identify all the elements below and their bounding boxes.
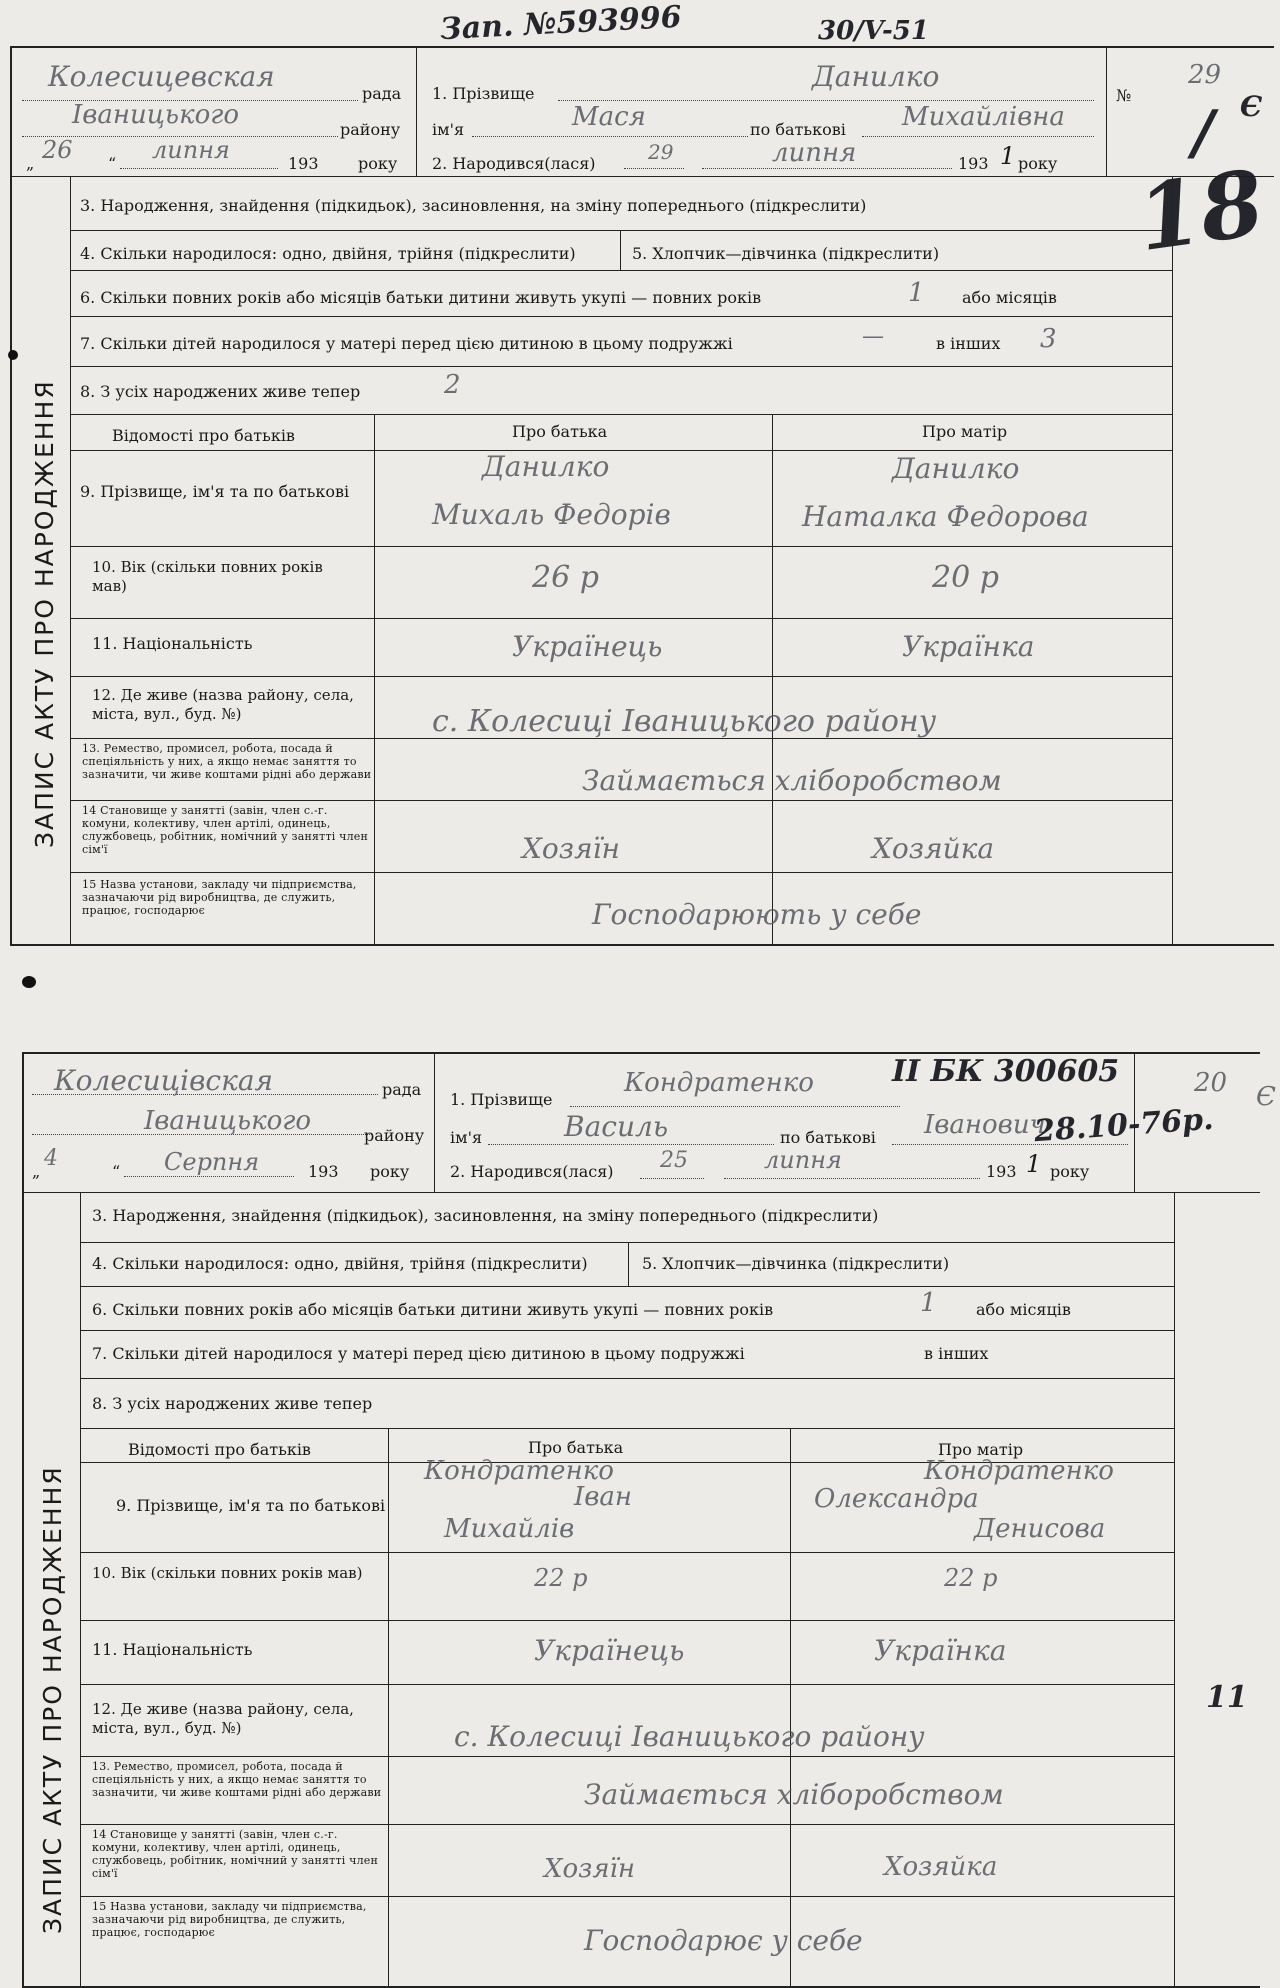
field-13: 13. Ремество, промисел, робота, посада й спеціяльність у них, а якщо немає заняття то зазначити, чи живе коштами рідні або держави (92, 1760, 382, 1799)
field-15: 15 Назва установи, закладу чи підприємства, зазначаючи рід виробництва, де служить, працює, господарює (92, 1900, 367, 1939)
certificate-stamp: II БК 300605 (892, 1054, 1120, 1089)
mother-header: Про матір (938, 1440, 1024, 1459)
field-3: 3. Народження, знайдення (підкидьок), засиновлення, на зміну попереднього (підкреслити) (80, 196, 867, 215)
field-14: 14 Становище у занятті (завін, член с.-г. комуни, колективу, член артілі, одинець, службовець, робітник, номічний у занятті член сім'ї (92, 1828, 379, 1880)
rada-value: Колесицівская (54, 1064, 274, 1097)
ink-blot (22, 976, 36, 988)
field-11: 11. Національність (92, 634, 253, 653)
field-11: 11. Національність (92, 1640, 253, 1659)
rayon-value: Іваницького (144, 1106, 312, 1136)
field-6: 6. Скільки повних років або місяців батьки дитини живуть укупі — повних років (80, 288, 762, 307)
residence: с. Колесиці Іваницького району (432, 704, 937, 739)
rayon-label: району (340, 120, 401, 139)
mother-nationality: Українка (902, 630, 1035, 663)
vertical-title: ЗАПИС АКТУ ПРО НАРОДЖЕННЯ (30, 379, 59, 848)
residence: с. Колесиці Іваницького району (454, 1720, 925, 1753)
mother-nationality: Українка (874, 1634, 1007, 1667)
born-day: 29 (648, 140, 674, 164)
field-8: 8. З усіх народжених живе тепер (80, 382, 361, 401)
field-8: 8. З усіх народжених живе тепер (92, 1394, 373, 1413)
rada-label: рада (382, 1080, 422, 1099)
field-5: 5. Хлопчик—дівчинка (підкреслити) (632, 244, 940, 263)
born-month: липня (764, 1146, 842, 1174)
mother-status: Хозяйка (872, 832, 995, 865)
rada-value: Колесицевская (48, 60, 275, 93)
father-header: Про батька (512, 422, 608, 441)
surname-value: Данилко (812, 60, 940, 93)
father-status: Хозяїн (522, 832, 620, 865)
parents-header: Відомості про батьків (128, 1440, 311, 1459)
field-10: 10. Вік (скільки повних років мав) (92, 1564, 363, 1582)
born-day: 25 (660, 1148, 688, 1173)
surname-label: 1. Прізвище (450, 1090, 553, 1109)
father-age: 22 р (534, 1564, 588, 1592)
mother-age: 22 р (944, 1564, 998, 1592)
name-value: Мася (572, 102, 646, 132)
field-15: 15 Назва установи, закладу чи підприємства, зазначаючи рід виробництва, де служить, працює, господарює (82, 878, 357, 917)
birth-record-card-1: Колесицевская рада Іваницького району „ 26 “ липня 193 року 1. Прізвище Данилко ім'я Мася по батькові Михайлівна 2. Народився(лася) 29 липня 193 1 року № 29 / 18 ЗАПИС АКТУ ПРО НАРОДЖЕННЯ 3. Народження, знайдення (підкидьок), засиновлення, на зміну попереднього (підкреслити) 4. Скільки народилося: одно, двійня, трійня (підкреслити) 5. Хлопчик—дівчинка (підкреслити) 6. Скільки повних років або місяців батьки дитини живуть укупі — повних років 1 або місяців 7. Скільки дітей народилося у матері перед цією дитиною в цьому подружжі — в інших 3 8. З усіх народжених живе тепер 2 Відомості про батьків Про батька Про матір 9. Прізвище, ім'я та по батькові Данилко Михаль Федорів Данилко Наталка Федорова 10. Вік (скільки повних років мав) 26 р 20 р 11. Національність Українець Українка 12. Де живе (назва району, села, міста, вул., буд. №) с. Колесиці Іваницького району 13. Ремество, промисел, робота, посада й спеціяльність у них, а якщо немає заняття то зазначити, чи живе коштами рідні або держави Займається хліборобством 14 Становище у занятті (завін, член с.-г. комуни, колективу, член артілі, одинець, службовець, робітник, номічний у занятті член сім'ї Хозяїн Хозяйка 15 Назва установи, закладу чи підприємства, зазначаючи рід виробництва, де служить, працює, господарює Господарюють у себе (10, 46, 1274, 946)
surname-label: 1. Прізвище (432, 84, 535, 103)
field-13: 13. Ремество, промисел, робота, посада й спеціяльність у них, а якщо немає заняття то зазначити, чи живе коштами рідні або держави (82, 742, 372, 781)
patronymic-value: Михайлівна (902, 102, 1065, 132)
father-name: Данилко (482, 450, 610, 483)
rayon-label: району (364, 1126, 425, 1145)
large-ink-mark: 18 (1131, 149, 1271, 273)
field-6: 6. Скільки повних років або місяців батьки дитини живуть укупі — повних років (92, 1300, 774, 1319)
archive-number: Зап. №593996 (439, 0, 683, 48)
rada-label: рада (362, 84, 402, 103)
father-age: 26 р (532, 560, 599, 595)
field-12: 12. Де живе (назва району, села, міста, вул., буд. №) (92, 1700, 354, 1737)
mother-header: Про матір (922, 422, 1008, 441)
father-nationality: Українець (512, 630, 663, 663)
reg-day: 26 (42, 136, 73, 164)
reg-year: 193 (288, 154, 319, 173)
father-header: Про батька (528, 1438, 624, 1457)
record-number: 20 (1194, 1068, 1228, 1098)
field-7: 7. Скільки дітей народилося у матері перед цією дитиною в цьому подружжі (92, 1344, 745, 1363)
archive-date: 30/V-51 (818, 16, 929, 46)
birth-record-card-2: Колесицівская рада Іваницького району „ 4 “ Серпня 193 року 1. Прізвище Кондратенко II БК 300605 ім'я Василь по батькові Іванович 28.10-76р. 2. Народився(лася) 25 липня 193 1 року 20 ЗАПИС АКТУ ПРО НАРОДЖЕННЯ 3. Народження, знайдення (підкидьок), засиновлення, на зміну попереднього (підкреслити) 4. Скільки народилося: одно, двійня, трійня (підкреслити) 5. Хлопчик—дівчинка (підкреслити) 6. Скільки повних років або місяців батьки дитини живуть укупі — повних років 1 або місяців 7. Скільки дітей народилося у матері перед цією дитиною в цьому подружжі в інших 8. З усіх народжених живе тепер Відомості про батьків Про батька Про матір 9. Прізвище, ім'я та по батькові Кондратенко Іван Михайлів Кондратенко Олександра Денисова 10. Вік (скільки повних років мав) 22 р 22 р 11. Національність Українець Українка 12. Де живе (назва району, села, міста, вул., буд. №) с. Колесиці Іваницького району 13. Ремество, промисел, робота, посада й спеціяльність у них, а якщо немає заняття то зазначити, чи живе коштами рідні або держави Займається хліборобством 14 Становище у занятті (завін, член с.-г. комуни, колективу, член артілі, одинець, службовець, робітник, номічний у занятті член сім'ї Хозяїн Хозяйка 15 Назва установи, закладу чи підприємства, зазначаючи рід виробництва, де служить, працює, господарює Господарює у себе (22, 1052, 1260, 1988)
patronymic-value: Іванович (924, 1110, 1046, 1140)
field-9: 9. Прізвище, ім'я та по батькові (116, 1496, 386, 1515)
number-label: № (1116, 86, 1132, 105)
workplace: Господарюють у себе (592, 898, 922, 931)
vertical-title: ЗАПИС АКТУ ПРО НАРОДЖЕННЯ (38, 1465, 67, 1934)
registration-date: 28.10-76р. (1032, 1101, 1215, 1150)
parents-header: Відомості про батьків (112, 426, 295, 445)
field-5: 5. Хлопчик—дівчинка (підкреслити) (642, 1254, 950, 1273)
occupation: Займається хліборобством (582, 764, 1002, 797)
field-12: 12. Де живе (назва району, села, міста, вул., буд. №) (92, 686, 354, 723)
reg-day: 4 (44, 1146, 58, 1171)
field-9: 9. Прізвище, ім'я та по батькові (80, 482, 350, 501)
occupation: Займається хліборобством (584, 1778, 1004, 1811)
mother-name: Кондратенко (924, 1456, 1114, 1486)
mother-status: Хозяйка (884, 1852, 998, 1882)
field-4: 4. Скільки народилося: одно, двійня, трійня (підкреслити) (80, 244, 576, 263)
father-nationality: Українець (534, 1634, 685, 1667)
name-value: Василь (564, 1110, 669, 1143)
field-14: 14 Становище у занятті (завін, член с.-г. комуни, колективу, член артілі, одинець, службовець, робітник, номічний у занятті член сім'ї (82, 804, 369, 856)
record-number: 29 (1188, 60, 1222, 90)
field-7: 7. Скільки дітей народилося у матері перед цією дитиною в цьому подружжі (80, 334, 733, 353)
scanned-page: Зап. №593996 30/V-51 Колесицевская рада Іваницького району „ 26 “ липня 193 року 1. Прізвище Данилко ім'я Мася по батькові Михайлівна 2. Народився(лася) 29 липня 193 1 року № 29 / 18 ЗАПИС АКТУ ПРО НАРОДЖЕННЯ 3. Народження, знайдення (підкидьок), засиновлення, на зміну попереднього (підкреслити) 4. Скільки народилося: одно, двійня, трійня (підкреслити) 5. Хлопчик—дівчинка (підкреслити) 6. Скільки повних років або місяців батьки дитини живуть укупі — повних років 1 або місяців 7. Скільки дітей народилося у матері перед цією дитиною в цьому подружжі — в інших 3 8. З усіх народжених живе тепер 2 Відомості про батьків Про батька Про матір 9. Прізвище, ім'я та по батькові Данилко Михаль Федорів Данилко Наталка Федорова 10. Вік (скільки повних років мав) 26 р 20 р 11. Національність Українець Українка 12. Де живе (назва району, села, міста, вул., буд. №) с. Колесиці Іваницького району 13. Ремество, промисел, робота, посада й спеціяльність у них, а якщо немає заняття то зазначити, чи живе коштами рідні або держави Займається хліборобством 14 Становище у занятті (завін, член с.-г. комуни, колективу, член артілі, одинець, службовець, робітник, номічний у занятті член сім'ї Хозяїн Хозяйка 15 Назва установи, закладу чи підприємства, зазначаючи рід виробництва, де служить, працює, господарює Господарюють у себе Є Колесицівская рада Іваницького району „ 4 “ Серпня 193 року 1. Прізвище Кондратенко II БК 300605 ім'я Василь по батькові Іванович 28.10-76р. 2. Народився(лася) 25 липня 193 1 року 20 ЗАПИС АКТУ ПРО НАРОДЖЕННЯ 3. Народження, знайдення (підкидьок), засиновлення, на зміну попереднього (підкреслити) 4. Скільки народилося: одно, двійня, трійня (підкреслити) 5. Хлопчик—дівчинка (підкреслити) 6. Скільки повних років або місяців батьки дитини живуть укупі — повних років 1 або місяців 7. Скільки дітей народилося у матері перед цією дитиною в цьому подружжі в інших 8. З усіх народжених живе тепер Відомості про батьків Про батька Про матір 9. Прізвище, ім'я та по батькові Кондратенко Іван Михайлів Кондратенко Олександра Денисова 10. Вік (скільки повних років мав) 22 р 22 р 11. Національність Українець Українка 12. Де живе (назва району, села, міста, вул., буд. №) с. Колесиці Іваницького району 13. Ремество, промисел, робота, посада й спеціяльність у них, а якщо немає заняття то зазначити, чи живе коштами рідні або держави Займається хліборобством 14 Становище у занятті (завін, член с.-г. комуни, колективу, член артілі, одинець, службовець, робітник, номічний у занятті член сім'ї Хозяїн Хозяйка 15 Назва установи, закладу чи підприємства, зазначаючи рід виробництва, де служить, працює, господарює Господарює у себе Є 11 (0, 0, 1280, 1984)
field-3: 3. Народження, знайдення (підкидьок), засиновлення, на зміну попереднього (підкреслити) (92, 1206, 879, 1225)
ink-blot (8, 350, 18, 360)
mother-name: Данилко (892, 452, 1020, 485)
father-name: Кондратенко (424, 1456, 614, 1486)
rayon-value: Іваницького (72, 100, 240, 130)
field-4: 4. Скільки народилося: одно, двійня, трійня (підкреслити) (92, 1254, 588, 1273)
mother-age: 20 р (932, 560, 999, 595)
born-month: липня (772, 138, 857, 168)
workplace: Господарює у себе (584, 1924, 863, 1957)
surname-value: Кондратенко (624, 1068, 814, 1098)
father-status: Хозяїн (544, 1854, 635, 1884)
field-10: 10. Вік (скільки повних років мав) (92, 558, 323, 595)
reg-month: липня (152, 136, 230, 164)
reg-month: Серпня (164, 1148, 260, 1176)
